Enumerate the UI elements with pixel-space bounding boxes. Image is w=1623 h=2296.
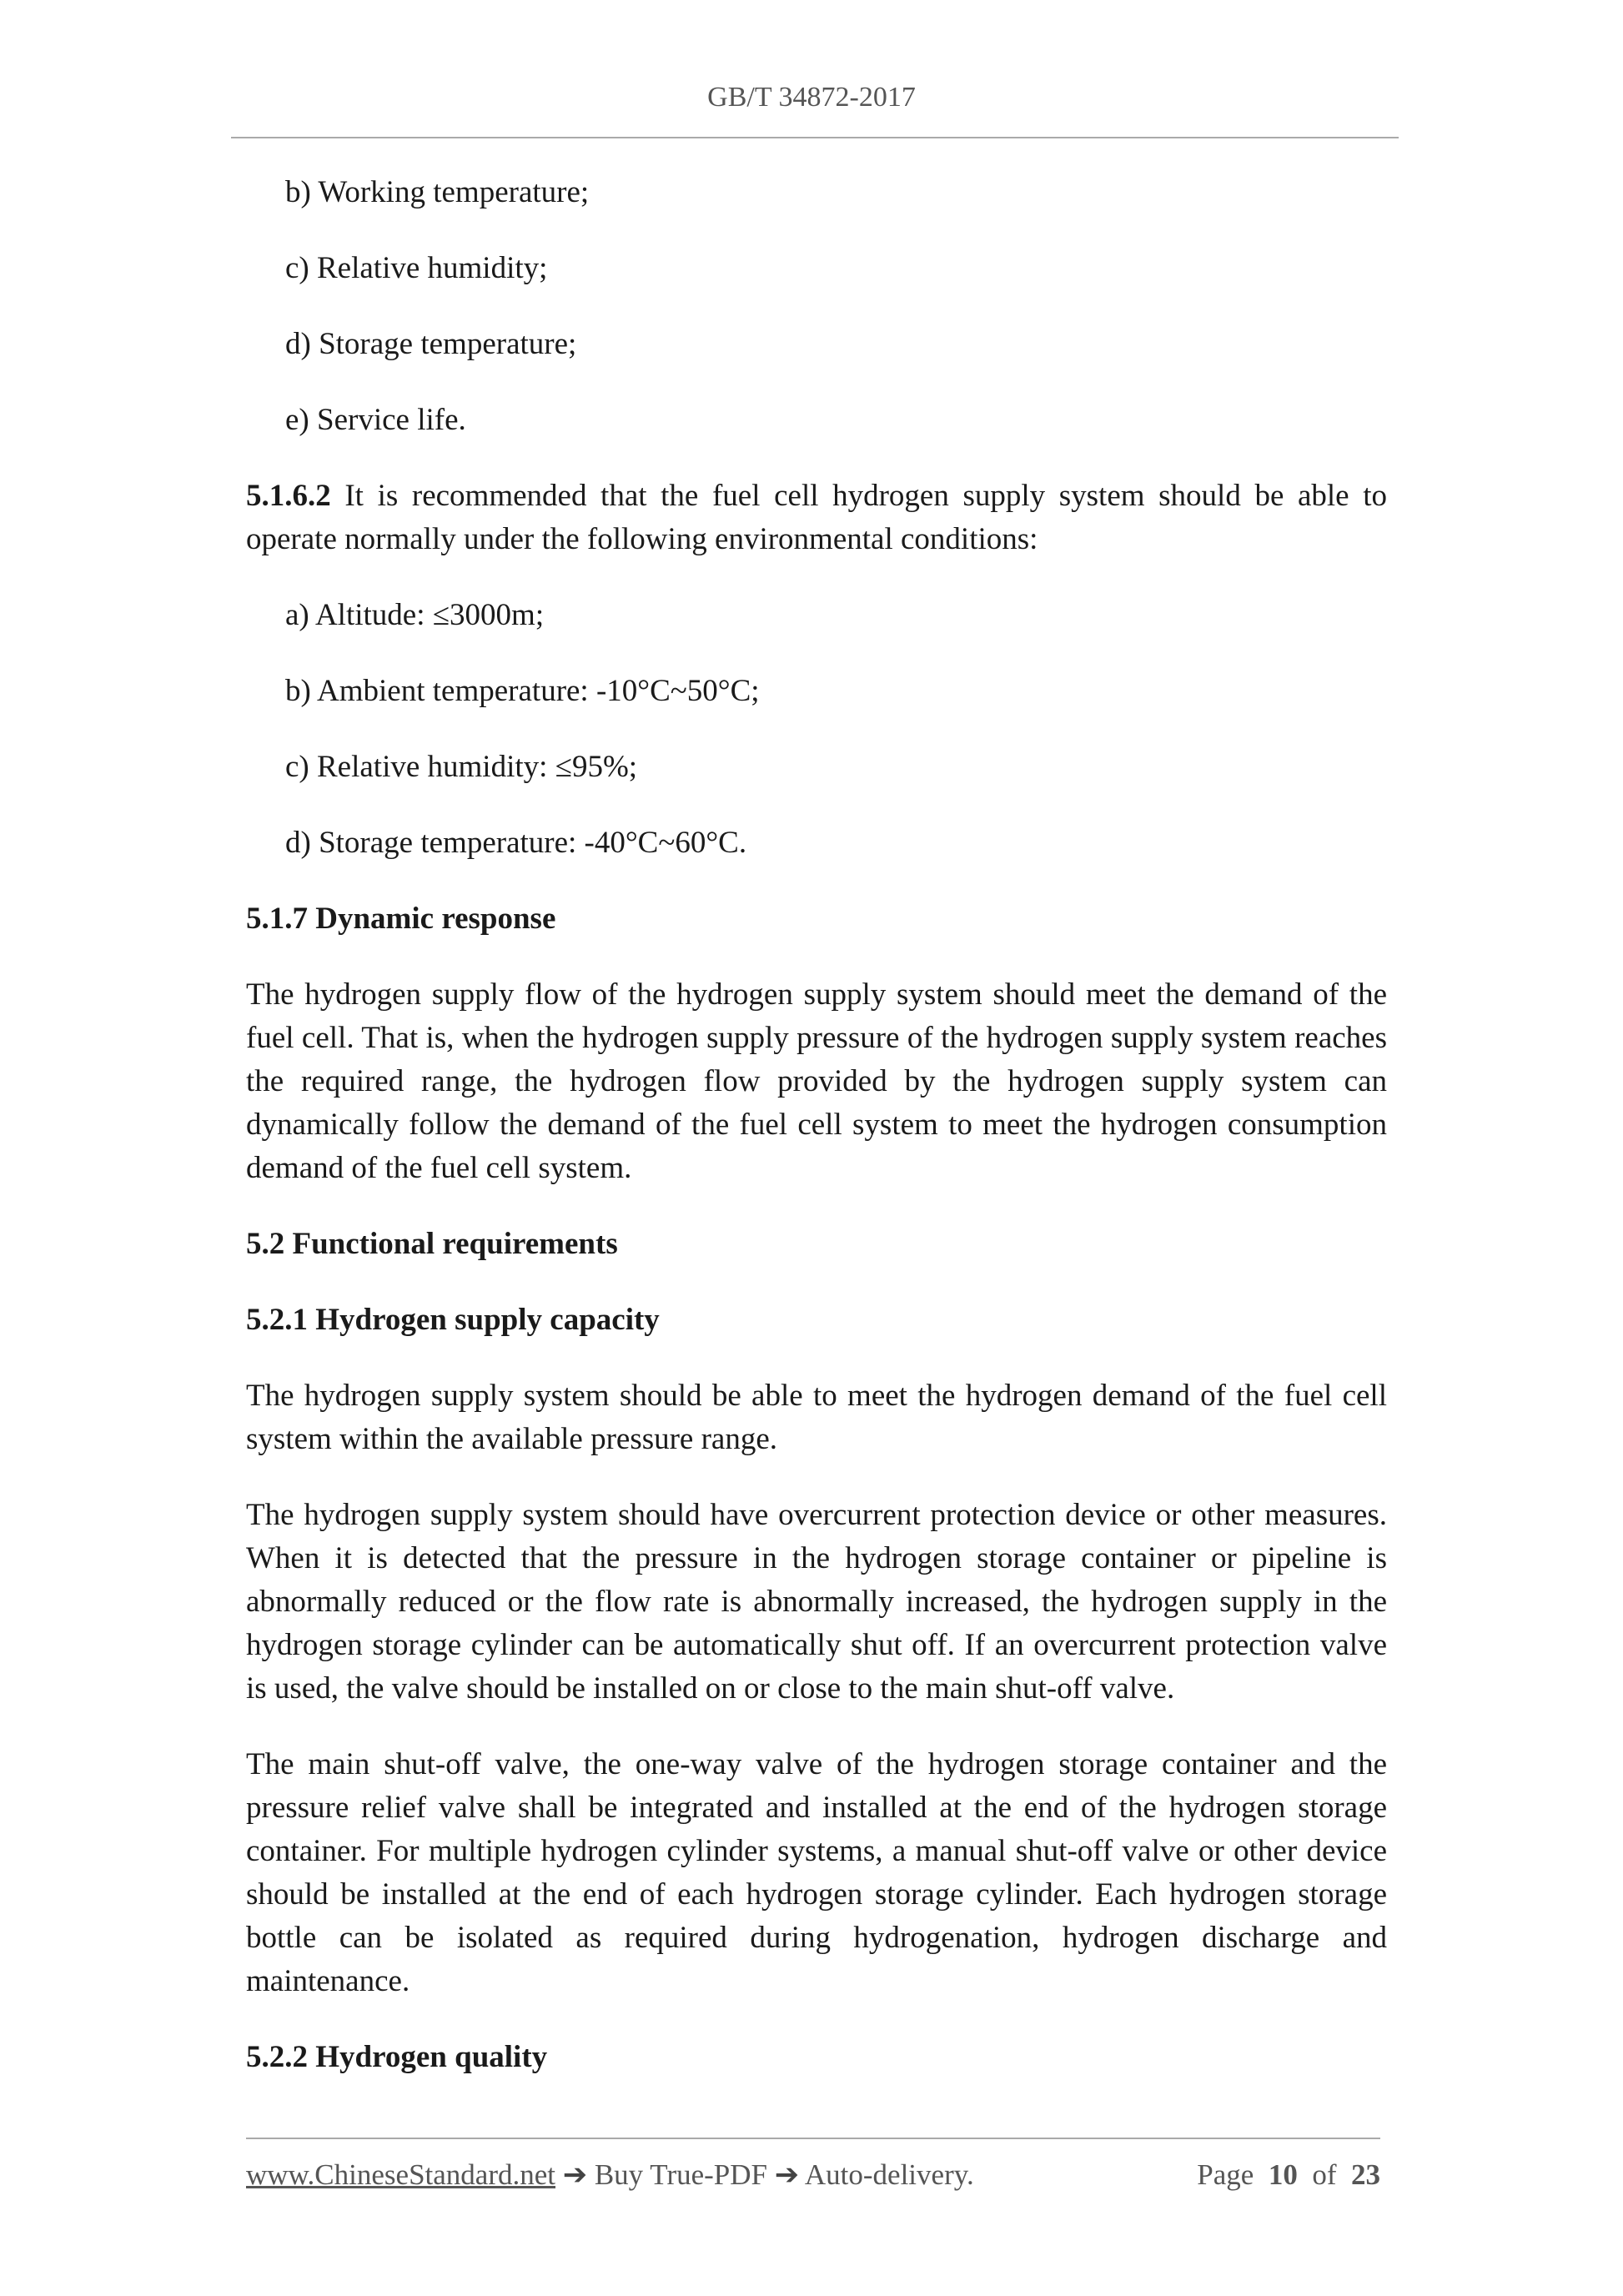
footer-divider [246,2138,1380,2139]
section-heading-5-1-7: 5.1.7 Dynamic response [246,902,556,936]
list-item: c) Relative humidity; [285,251,548,285]
clause-number: 5.1.6.2 [246,479,331,513]
page-indicator [1197,2158,1380,2192]
total-pages-number: 23 [1351,2158,1380,2191]
header-divider [231,137,1399,138]
footer-promo [246,2158,974,2192]
list-item: c) Relative humidity: ≤95%; [285,750,638,784]
clause-5-1-6-2 [246,475,1387,561]
current-page-number: 10 [1268,2158,1298,2191]
list-item: b) Working temperature; [285,175,590,209]
list-item: a) Altitude: ≤3000m; [285,598,545,632]
list-item: b) Ambient temperature: -10°C~50°C; [285,674,760,708]
paragraph-dynamic-response: The hydrogen supply flow of the hydrogen supply system should meet the demand of the fuel cell. That is, when the hydrogen supply pressure of the hydrogen supply system reaches the required range, the hydrogen flow provided by the hydrogen supply system can dynamically follow the demand of the fuel cell system to meet the hydrogen consumption demand of the fuel cell system. [246,977,1387,1185]
list-item: d) Storage temperature; [285,327,577,361]
section-heading-5-2-1: 5.2.1 Hydrogen supply capacity [246,1303,660,1337]
document-code-header: GB/T 34872-2017 [707,82,916,113]
clause-text: It is recommended that the fuel cell hydrogen supply system should be able to operate normally under the following environmental conditions: [246,479,1387,556]
section-heading-5-2-2: 5.2.2 Hydrogen quality [246,2040,548,2074]
arrow-right-icon: ➔ [562,2158,588,2191]
paragraph-supply-capacity: The hydrogen supply system should be able to meet the hydrogen demand of the fuel cell system within the available pressure range. [246,1379,1387,1456]
of-label: of [1312,2158,1337,2191]
arrow-right-icon: ➔ [774,2158,800,2191]
chinesestandard-link[interactable]: www.ChineseStandard.net [246,2158,555,2191]
list-item: d) Storage temperature: -40°C~60°C. [285,826,747,860]
paragraph-shut-off-valve: The main shut-off valve, the one-way valve of the hydrogen storage container and the pressure relief valve shall be integrated and installed at the end of the hydrogen storage container. For multiple hydrogen cylinder systems, a manual shut-off valve or other device should be installed at the end of each hydrogen storage cylinder. Each hydrogen storage bottle can be isolated as required during hydrogenation, hydrogen discharge and maintenance. [246,1747,1387,1998]
paragraph-overcurrent-protection: The hydrogen supply system should have overcurrent protection device or other measures. When it is detected that the pressure in the hydrogen storage container or pipeline is abnormally reduced or the flow rate is abnormally increased, the hydrogen supply in the hydrogen storage cylinder can be automatically shut off. If an overcurrent protection valve is used, the valve should be installed on or close to the main shut-off valve. [246,1498,1387,1706]
section-heading-5-2: 5.2 Functional requirements [246,1227,618,1261]
buy-true-pdf-text: Buy True-PDF [587,2158,775,2191]
auto-delivery-text: Auto-delivery. [799,2158,974,2191]
list-item: e) Service life. [285,403,466,437]
page-body [246,171,1387,2112]
page-label: Page [1197,2158,1254,2191]
